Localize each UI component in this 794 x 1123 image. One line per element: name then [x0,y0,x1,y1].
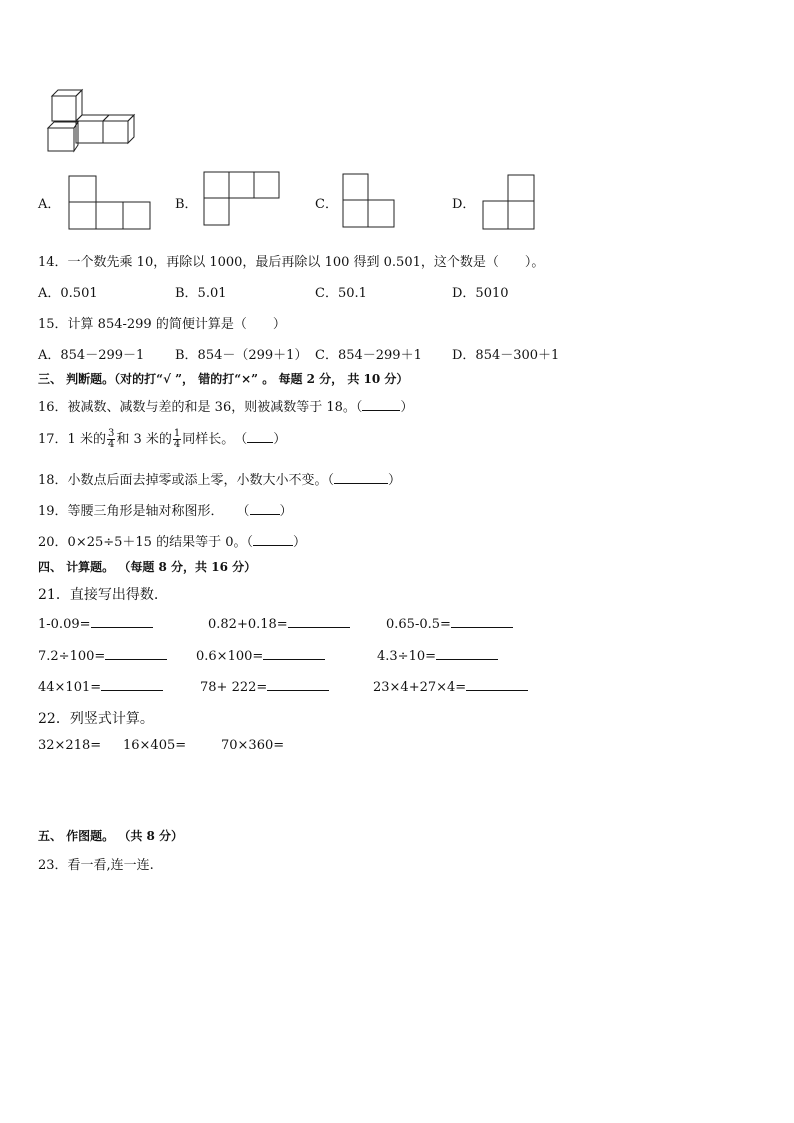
q17-fraction-1-den: 4 [107,439,115,450]
q18-statement [38,469,401,488]
q17-fraction-1-num: 3 [107,428,115,439]
q18-close: ） [388,473,402,488]
q15-stem: 15．计算 854-299 的简便计算是（ ） [38,317,286,332]
q17-fraction-2 [173,429,181,450]
q21-item-2-2: 0.6×100= [196,647,325,664]
q17-close: ） [273,432,287,447]
q21-item-2-1: 7.2÷100= [38,647,167,664]
option-c-view-figure[interactable] [342,173,398,229]
q22-item-2: 16×405= [123,738,187,753]
q21-item-3-1: 44×101= [38,678,163,695]
q19-close: ） [279,504,293,519]
q21-stem: 21．直接写出得数. [38,587,159,603]
q21-item-2-3: 4.3÷10= [377,647,498,664]
option-d-view-figure[interactable] [482,174,538,232]
q19-answer-blank[interactable] [250,502,280,515]
q20-close: ） [293,535,307,550]
q18-answer-blank[interactable] [334,471,388,484]
q14-stem: 14．一个数先乘 10，再除以 1000，最后再除以 100 得到 0.501，这个数是（ ）。 [38,255,545,270]
q17-fraction-2-den: 4 [173,439,181,450]
q15-option-d[interactable]: D．854－300＋1 [452,348,560,363]
q21-item-1-3: 0.65-0.5= [386,615,513,632]
q17-answer-blank[interactable] [247,430,273,443]
option-a-view-figure[interactable] [68,175,152,231]
q13-option-d-label[interactable]: D． [452,197,476,212]
q21-answer-blank[interactable] [263,647,325,660]
q20-answer-blank[interactable] [253,533,293,546]
q22-item-3: 70×360= [221,738,285,753]
section-3-title: 三、 判断题。（对的打“√ ”， 错的打“×” 。 每题 2 分， 共 10 分） [38,372,409,386]
q17-post: 同样长。 （ [182,432,248,447]
q13-option-b-label[interactable]: B． [175,197,198,212]
q21-item-3-2: 78+ 222= [200,678,329,695]
q20-text: 20．0×25÷5＋15 的结果等于 0。（ [38,535,253,550]
q14-option-d[interactable]: D．5010 [452,286,509,301]
q16-close: ） [400,400,414,415]
q19-text: 19．等腰三角形是轴对称图形． （ [38,504,250,519]
q14-option-a[interactable]: A．0.501 [38,286,98,301]
q22-stem: 22．列竖式计算。 [38,711,154,727]
q16-statement [38,396,413,415]
q13-option-a-label[interactable]: A． [38,197,61,212]
q21-answer-blank[interactable] [267,678,329,691]
q22-item-1: 32×218= [38,738,102,753]
q16-text: 16．被减数、减数与差的和是 36，则被减数等于 18。（ [38,400,363,415]
q15-option-b[interactable]: B．854－（299＋1） [175,348,308,363]
q21-answer-blank[interactable] [436,647,498,660]
q19-statement [38,500,293,519]
q21-answer-blank[interactable] [288,615,350,628]
q18-text: 18．小数点后面去掉零或添上零，小数大小不变。（ [38,473,335,488]
q17-pre: 17．1 米的 [38,432,106,447]
option-b-view-figure[interactable] [203,171,281,227]
q21-item-1-1: 1-0.09= [38,615,153,632]
q20-statement [38,531,306,550]
q13-option-c-label[interactable]: C． [315,197,338,212]
q21-answer-blank[interactable] [466,678,528,691]
q17-fraction-1 [107,429,115,450]
q17-mid: 和 3 米的 [116,432,172,447]
section-4-title: 四、 计算题。 （每题 8 分，共 16 分） [38,560,257,574]
q21-answer-blank[interactable] [101,678,163,691]
section-5-title: 五、 作图题。 （共 8 分） [38,829,184,843]
q17-statement [38,428,286,450]
q23-stem: 23．看一看,连一连. [38,858,154,873]
q16-answer-blank[interactable] [362,398,400,411]
q15-option-a[interactable]: A．854－299－1 [38,348,145,363]
q15-option-c[interactable]: C．854－299＋1 [315,348,422,363]
q21-answer-blank[interactable] [91,615,153,628]
q21-answer-blank[interactable] [105,647,167,660]
q17-fraction-2-num: 1 [173,428,181,439]
cube-solid-figure [46,88,138,154]
q21-item-1-2: 0.82+0.18= [208,615,350,632]
q14-option-b[interactable]: B．5.01 [175,286,227,301]
q21-answer-blank[interactable] [451,615,513,628]
q21-item-3-3: 23×4+27×4= [373,678,528,695]
q14-option-c[interactable]: C．50.1 [315,286,367,301]
